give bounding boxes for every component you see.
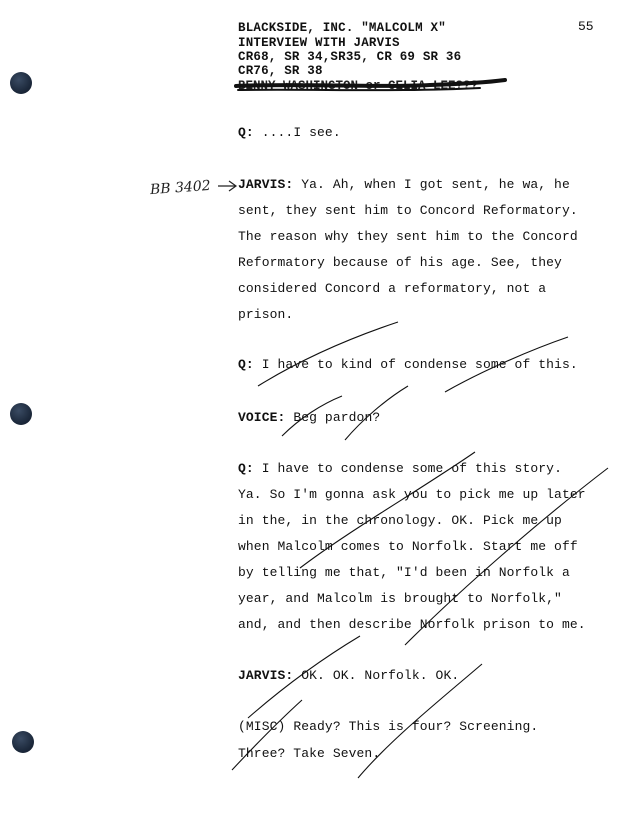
pen-stroke [248,636,360,718]
strikethrough-scribble [238,88,480,90]
line-text: Three? Take Seven. [238,746,381,761]
line-text: I have to condense some of this story. [261,461,562,476]
line-text: considered Concord a reformatory, not a [238,281,547,296]
line-text: and, and then describe Norfolk prison to me. [238,617,586,632]
line-text: Ya. Ah, when I got sent, he wa, he [301,177,570,192]
speaker-label: (MISC) [238,719,286,734]
speaker-label: Q: [238,357,254,372]
speaker-label: JARVIS: [238,177,294,192]
margin-arrow [218,181,236,191]
line-text: sent, they sent him to Concord Reformatory. [238,203,578,218]
line-text: prison. [238,307,294,322]
line-text: by telling me that, "I'd been in Norfolk a [238,565,570,580]
speaker-label: VOICE: [238,410,286,425]
line-text: Ready? This is four? Screening. [293,719,539,734]
struck-out-header-line: BENNY WASHINGTON or CELIA LEE??? [238,79,479,93]
line-text: OK. OK. Norfolk. OK. [301,668,460,683]
header-interview: INTERVIEW WITH JARVIS [238,36,400,50]
strikethrough-scribble [236,80,505,86]
line-text: in the, in the chronology. OK. Pick me up [238,513,562,528]
pen-stroke [405,468,608,645]
pen-stroke [358,664,482,778]
header-rolls-1: CR68, SR 34,SR35, CR 69 SR 36 [238,50,462,64]
pen-stroke [345,386,408,440]
line-text: when Malcolm comes to Norfolk. Start me off [238,539,578,554]
pen-stroke [282,396,342,436]
line-text: Beg pardon? [293,410,381,425]
line-text: I have to kind of condense some of this. [261,357,578,372]
pen-stroke [445,337,568,392]
pen-stroke [232,700,302,770]
header-rolls-2: CR76, SR 38 [238,64,323,78]
speaker-label: Q: [238,125,254,140]
speaker-label: Q: [238,461,254,476]
header-title: BLACKSIDE, INC. "MALCOLM X" [238,21,446,35]
line-text: year, and Malcolm is brought to Norfolk," [238,591,562,606]
line-text: The reason why they sent him to the Concord [238,229,578,244]
pen-stroke [258,322,398,386]
line-text: ....I see. [261,125,341,140]
line-text: Ya. So I'm gonna ask you to pick me up later [238,487,586,502]
speaker-label: JARVIS: [238,668,294,683]
pen-stroke [300,452,475,568]
margin-handwritten-note: BB 3402 [149,177,212,199]
line-text: Reformatory because of his age. See, they [238,255,562,270]
page-number: 55 [578,19,594,34]
